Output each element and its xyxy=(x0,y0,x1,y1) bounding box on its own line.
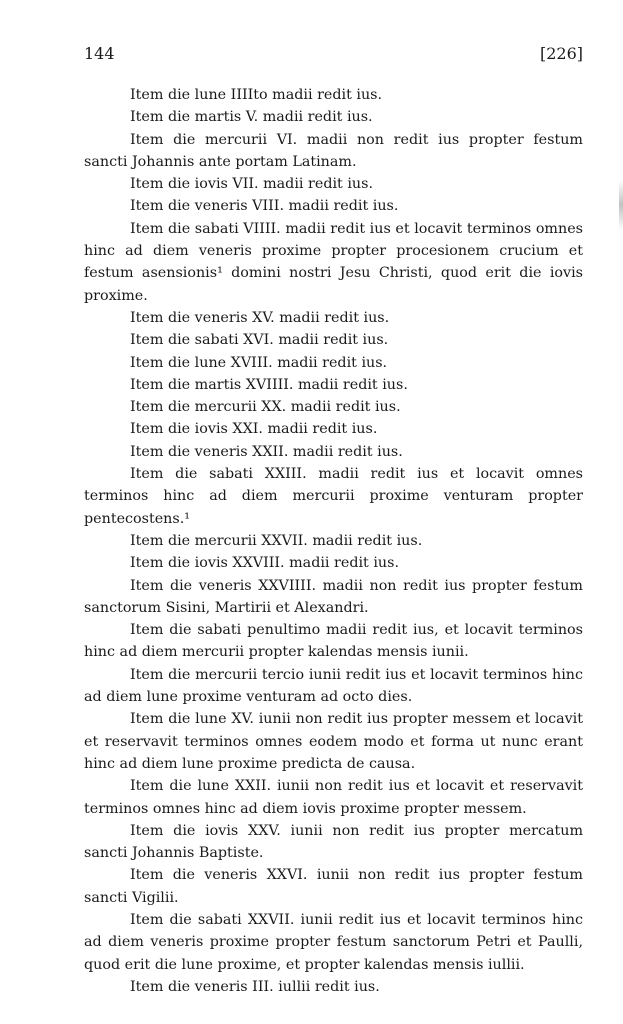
paragraph: Item die mercurii XX. madii redit ius. xyxy=(130,399,401,416)
paragraph: Item die sabati XVI. madii redit ius. xyxy=(130,332,389,349)
paragraph: Item die lune XVIII. madii redit ius. xyxy=(130,354,388,371)
paragraph: Item die iovis XXVIII. madii redit ius. xyxy=(130,555,400,572)
paragraph: Item die iovis XXV. iunii non redit ius propter mercatum sancti Johannis Baptiste. xyxy=(84,822,583,862)
paragraph: Item die mercurii XXVII. madii redit ius. xyxy=(130,532,423,549)
paragraph: Item die lune XXII. iunii non redit ius et locavit et reservavit terminos omnes hinc ad diem iovis proxime propter messem. xyxy=(84,778,583,817)
paragraph: Item die lune IIIIto madii redit ius. xyxy=(130,87,383,103)
paragraph: Item die sabati XXIII. madii redit ius et locavit omnes terminos hinc ad diem mercurii proxime venturam propter pentecostens.¹ xyxy=(84,466,583,527)
paragraph: Item die veneris XXVIIII. madii non redit ius propter festum sanctorum Sisini, Martirii et Alexandri. xyxy=(84,577,583,616)
paragraph: Item die sabati XXVII. iunii redit ius et locavit terminos hinc ad diem veneris proxime propter festum sanctorum Petri et Paulli, quod erit die lune proxime, et propter kalendas mensis iullii. xyxy=(84,911,583,973)
paragraph: Item die sabati VIIII. madii redit ius et locavit terminos omnes hinc ad diem veneris proxime propter procesionem crucium et festum asensionis¹ domini nostri Jesu Christi, quod erit die iovis proxime. xyxy=(84,220,583,304)
page-number: 144 xyxy=(84,44,115,63)
paragraph: Item die veneris III. iullii redit ius. xyxy=(130,978,380,995)
scan-edge-shadow xyxy=(619,180,623,230)
archive-reference: [226] xyxy=(539,44,583,63)
paragraph: Item die veneris XV. madii redit ius. xyxy=(130,309,390,326)
body-text xyxy=(84,84,583,998)
paragraph: Item die mercurii tercio iunii redit ius et locavit terminos hinc ad diem lune proxime venturam ad octo dies. xyxy=(84,666,583,706)
paragraph: Item die martis XVIIII. madii redit ius. xyxy=(130,376,408,393)
paragraph: Item die iovis XXI. madii redit ius. xyxy=(130,421,378,438)
paragraph: Item die veneris XXVI. iunii non redit ius propter festum sancti Vigilii. xyxy=(84,867,583,906)
paragraph: Item die sabati penultimo madii redit ius, et locavit terminos hinc ad diem mercurii propter kalendas mensis iunii. xyxy=(84,622,583,661)
paragraph: Item die iovis VII. madii redit ius. xyxy=(130,176,373,193)
paragraph: Item die martis V. madii redit ius. xyxy=(130,109,373,126)
paragraph: Item die mercurii VI. madii non redit ius propter festum sancti Johannis ante portam Latinam. xyxy=(84,131,583,170)
page-header xyxy=(84,44,583,66)
paragraph: Item die veneris VIII. madii redit ius. xyxy=(130,198,399,215)
paragraph: Item die veneris XXII. madii redit ius. xyxy=(130,443,403,460)
paragraph: Item die lune XV. iunii non redit ius propter messem et locavit et reservavit terminos omnes eodem modo et forma ut nunc erant hinc ad diem lune proxime predicta de causa. xyxy=(84,711,583,772)
